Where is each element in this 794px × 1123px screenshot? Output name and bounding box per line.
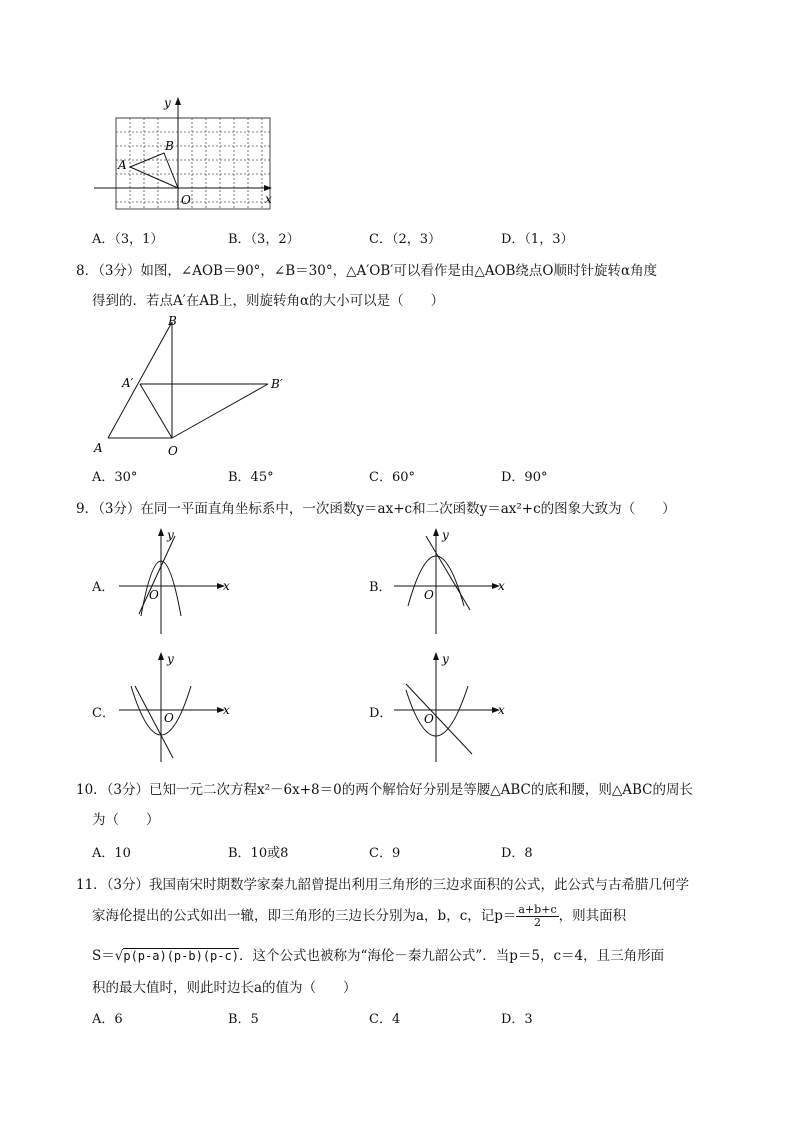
q8-option-b[interactable]: B．45° (228, 470, 274, 485)
q9d-label-y: y (442, 652, 449, 666)
q7-label-o: O (181, 193, 191, 207)
q11-stem-line1: 11．（3分）我国南宋时期数学家秦九韶曾提出利用三角形的三边求面积的公式，此公式与古希腊几何学 (76, 877, 690, 893)
q7-option-a[interactable]: A．（3，1） (92, 232, 164, 247)
q8-option-d[interactable]: D．90° (501, 470, 548, 485)
q11-line3-text-a: S＝ (92, 948, 115, 964)
q9b-label-x: x (498, 579, 505, 593)
q9a-label-x: x (223, 579, 230, 593)
q7-label-y: y (164, 96, 171, 110)
q10-option-c[interactable]: C．9 (369, 846, 401, 861)
q8-label-a: A (94, 441, 103, 455)
q7-option-d[interactable]: D．（1，3） (501, 232, 574, 247)
q11-line2-text-a: 家海伦提出的公式如出一辙，即三角形的三边长分别为a，b，c，记p＝ (92, 908, 517, 924)
q9-graph-a (115, 526, 235, 636)
q7-option-c[interactable]: C．（2，3） (369, 232, 441, 247)
q9-option-d[interactable]: D． (369, 706, 393, 721)
q9d-label-o: O (424, 712, 434, 726)
q11-option-b[interactable]: B．5 (228, 1012, 259, 1027)
q11-option-c[interactable]: C．4 (369, 1012, 401, 1027)
q11-stem-line3 (92, 944, 664, 964)
q9c-label-o: O (164, 711, 174, 725)
q9a-label-y: y (167, 528, 174, 542)
q11-option-a[interactable]: A．6 (92, 1012, 123, 1027)
q8-stem-line2: 得到的．若点A′在AB上，则旋转角α的大小可以是（ ） (92, 293, 445, 309)
q9c-label-x: x (223, 703, 230, 717)
q8-rotation-figure (90, 312, 290, 462)
q10-option-d[interactable]: D．8 (501, 846, 533, 861)
q11-option-d[interactable]: D．3 (501, 1012, 533, 1027)
q8-option-c[interactable]: C．60° (369, 470, 415, 485)
q7-label-b: B (165, 139, 174, 153)
q9-option-b[interactable]: B． (369, 580, 392, 595)
q9-graph-c (115, 650, 235, 765)
q10-option-a[interactable]: A．10 (92, 846, 131, 861)
q11-stem-line2 (92, 904, 626, 929)
q11-fraction-denominator: 2 (534, 916, 541, 929)
q9b-label-o: O (424, 588, 434, 602)
q9-option-c[interactable]: C． (92, 706, 115, 721)
q8-stem-line1: 8．（3分）如图，∠AOB＝90°，∠B＝30°，△A′OB′可以看作是由△AOB绕点O顺时针旋转α角度 (76, 263, 658, 279)
q7-grid-figure (92, 93, 282, 213)
q9-option-a[interactable]: A． (92, 580, 115, 595)
q9b-label-y: y (442, 528, 449, 542)
q9a-label-o: O (149, 588, 159, 602)
q8-label-o: O (168, 444, 178, 458)
q11-line2-text-b: ，则其面积 (558, 908, 627, 924)
q8-label-a-prime: A′ (122, 376, 134, 390)
q9-graph-d (390, 650, 510, 765)
q8-label-b: B (168, 314, 177, 328)
q11-fraction-numerator: a+b+c (518, 903, 557, 916)
q10-option-b[interactable]: B．10或8 (228, 846, 289, 861)
q9d-label-x: x (498, 703, 505, 717)
sqrt-icon: √ (114, 948, 124, 964)
q10-stem-line1: 10．（3分）已知一元二次方程x²－6x+8＝0的两个解恰好分别是等腰△ABC的底和腰，则△ABC的周长 (76, 782, 693, 798)
q7-option-b[interactable]: B．（3，2） (228, 232, 300, 247)
q9-stem-line1: 9．（3分）在同一平面直角坐标系中，一次函数y＝ax+c和二次函数y＝ax²+c的图象大致为（ ） (76, 501, 676, 517)
q9-graph-b (390, 526, 510, 636)
q7-label-x: x (265, 192, 272, 206)
q7-label-a: A (118, 158, 127, 172)
q11-fraction-p (516, 904, 558, 929)
q9c-label-y: y (167, 652, 174, 666)
q8-label-b-prime: B′ (271, 377, 283, 391)
q11-line3-text-b: ．这个公式也被称为“海伦－秦九韶公式”．当p＝5，c＝4，且三角形面 (238, 948, 665, 964)
q8-option-a[interactable]: A．30° (92, 470, 138, 485)
q10-stem-line2: 为（ ） (92, 812, 160, 828)
q11-sqrt-body: p(p-a)(p-b)(p-c) (123, 949, 239, 963)
q11-stem-line4: 积的最大值时，则此时边长a的值为（ ） (92, 980, 357, 996)
